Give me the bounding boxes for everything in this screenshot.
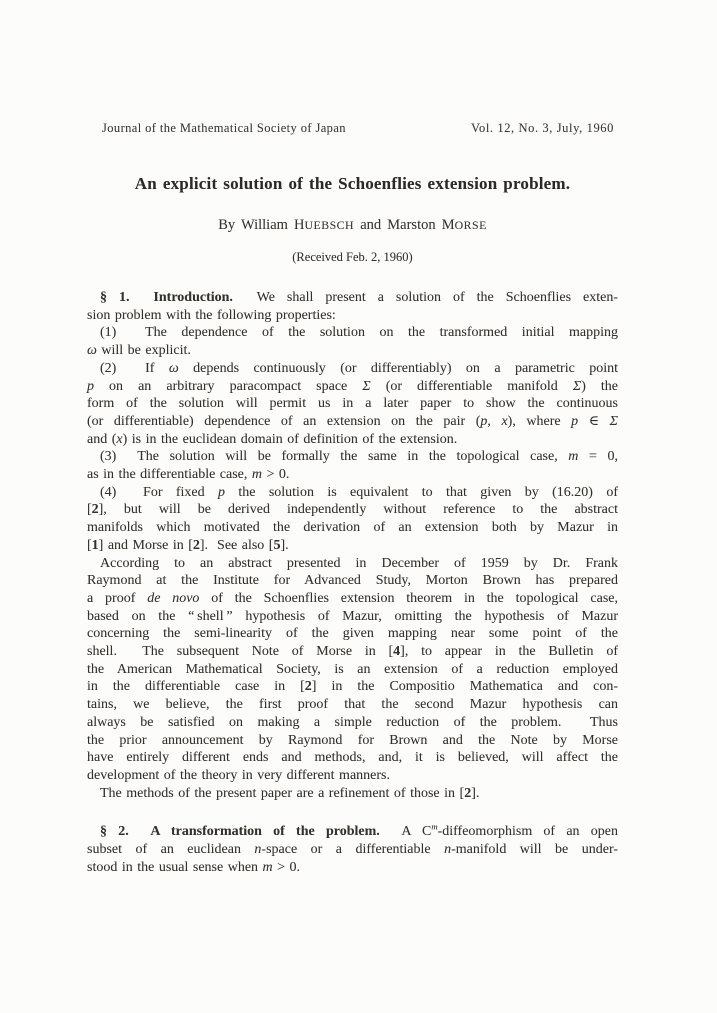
text-segment: n — [254, 842, 262, 858]
journal-name: Journal of the Mathematical Society of Japan — [102, 121, 346, 135]
text-segment: 2 — [464, 785, 472, 801]
text-segment: ]. See also [ — [199, 537, 274, 553]
text-line — [87, 324, 618, 342]
text-segment: Raymond at the Institute for Advanced Study, Morton Brown has prepared — [87, 573, 618, 589]
text-segment: depends continuously (or differentiably) on a parametric point — [178, 360, 618, 376]
text-segment: ω — [168, 360, 179, 376]
text-segment: always be satisfied on making a simple reduction of the problem. Thus — [87, 714, 618, 730]
text-segment: and ( — [87, 431, 117, 447]
text-segment: as in the differentiable case, — [87, 467, 252, 483]
text-line — [87, 572, 618, 590]
text-segment: By William — [218, 217, 295, 233]
text-line — [87, 360, 618, 378]
text-segment: H — [294, 217, 305, 233]
section-1-intro-paragraph — [87, 289, 618, 324]
text-segment: the solution is equivalent to that given by (16.20) of — [225, 484, 618, 500]
text-segment: ω — [87, 343, 97, 359]
text-line — [87, 537, 618, 555]
text-segment: § 1. Introduction. — [100, 290, 233, 305]
text-segment: (or differentiable manifold — [370, 378, 573, 394]
text-segment: in the differentiable case in [ — [87, 679, 305, 695]
text-segment: -space or a differentiable — [261, 842, 445, 858]
text-line — [87, 413, 618, 431]
running-head — [87, 0, 618, 136]
text-line — [87, 378, 618, 396]
list-item-1 — [87, 324, 618, 359]
text-segment: 2 — [192, 537, 200, 553]
text-segment: The methods of the present paper are a refinement of those in [ — [100, 785, 465, 801]
text-line — [87, 696, 618, 714]
text-segment: ]. — [280, 537, 289, 553]
section-2-paragraph — [87, 823, 618, 876]
text-segment: shell. The subsequent Note of Morse in [ — [87, 644, 394, 660]
text-line — [87, 501, 618, 519]
text-line — [87, 484, 618, 502]
text-segment: m — [262, 859, 273, 875]
text-segment: (2) If — [100, 360, 169, 376]
text-segment: and Marston — [354, 217, 442, 233]
byline — [87, 216, 618, 234]
text-segment: ) the — [581, 378, 619, 394]
paragraph-brown-abstract — [87, 555, 618, 785]
text-segment: x — [116, 431, 123, 447]
text-segment: § 2. A transformation of the problem. — [100, 824, 380, 840]
text-line — [87, 307, 618, 325]
text-segment: > 0. — [262, 467, 290, 483]
volume-info: Vol. 12, No. 3, July, 1960 — [470, 121, 614, 135]
text-segment: ) is in the euclidean domain of definition of the extension. — [122, 431, 458, 447]
text-segment: de novo — [147, 590, 200, 606]
text-segment: Σ — [572, 378, 582, 394]
text-segment: p — [87, 378, 94, 394]
text-line — [87, 431, 618, 449]
text-segment: According to an abstract presented in December of 1959 by Dr. Frank — [100, 555, 618, 571]
text-segment: A C — [379, 824, 432, 840]
text-line — [87, 643, 618, 661]
text-segment: ]. — [471, 785, 480, 801]
text-segment: p, x — [480, 413, 508, 429]
text-segment: on an arbitrary paracompact space — [94, 378, 363, 394]
text-segment: ∈ — [578, 413, 610, 429]
text-line — [87, 555, 618, 573]
text-segment: stood in the usual sense when — [87, 859, 263, 875]
text-line — [87, 767, 618, 785]
text-line — [87, 732, 618, 750]
text-segment: 2 — [91, 502, 99, 518]
text-line — [87, 395, 618, 413]
text-segment: ], but will be derived independently without reference to the abstract — [98, 502, 618, 518]
article-title: An explicit solution of the Schoenflies extension problem. — [134, 174, 571, 193]
text-segment: a proof — [87, 590, 148, 606]
list-item-2 — [87, 360, 618, 449]
text-segment: 4 — [393, 644, 401, 660]
text-line — [87, 678, 618, 696]
text-segment: UEBSCH — [304, 218, 355, 232]
list-item-3 — [87, 448, 618, 483]
text-segment: ] and Morse in [ — [98, 537, 193, 553]
text-segment: p — [218, 484, 225, 500]
text-line — [87, 859, 618, 877]
text-segment: m — [568, 449, 579, 465]
text-segment: manifolds which motivated the derivation of an extension both by Mazur in — [87, 520, 618, 536]
text-segment: subset of an euclidean — [87, 842, 255, 858]
text-line — [87, 448, 618, 466]
text-line — [87, 749, 618, 767]
text-line — [87, 714, 618, 732]
text-segment: will be explicit. — [96, 343, 191, 359]
text-line — [87, 823, 618, 841]
text-line — [87, 625, 618, 643]
text-segment: M — [441, 217, 455, 233]
text-line — [87, 519, 618, 537]
list-item-4 — [87, 484, 618, 555]
text-line — [87, 841, 618, 859]
text-line — [87, 342, 618, 360]
received-date: (Received Feb. 2, 1960) — [292, 250, 413, 264]
text-segment: tains, we believe, the first proof that the second Mazur hypothesis can — [87, 697, 618, 713]
text-segment: ] in the Compositio Mathematica and con- — [311, 679, 618, 695]
text-segment: m — [431, 821, 438, 832]
text-segment: development of the theory in very different manners. — [87, 767, 390, 783]
text-segment: -manifold will be under- — [451, 842, 618, 858]
article-body — [87, 289, 618, 877]
text-segment: the American Mathematical Society, is an extension of a reduction employed — [87, 661, 618, 677]
text-segment: We shall present a solution of the Schoenflies exten- — [232, 290, 618, 305]
text-segment: 1 — [91, 537, 99, 553]
text-line — [87, 785, 618, 803]
text-segment: concerning the semi-linearity of the given mapping near some point of the — [87, 626, 618, 642]
text-segment: 2 — [304, 679, 312, 695]
text-segment: p — [571, 413, 579, 429]
text-segment: -diffeomorphism of an open — [437, 824, 618, 840]
text-segment: based on the “ shell ” hypothesis of Mazur, omitting the hypothesis of Mazur — [87, 608, 618, 624]
text-segment: (3) The solution will be formally the same in the topological case, — [100, 449, 569, 465]
text-segment: m — [251, 467, 263, 483]
text-line — [87, 289, 618, 307]
text-segment: ), where — [507, 413, 572, 429]
text-segment: sion problem with the following properties: — [87, 307, 336, 323]
text-segment: ORSE — [454, 218, 487, 232]
text-segment: (1) The dependence of the solution on the transformed initial mapping — [100, 325, 618, 341]
text-segment: (or differentiable) dependence of an extension on the pair ( — [87, 413, 481, 429]
text-segment: [ — [87, 502, 92, 518]
text-line — [87, 661, 618, 679]
text-segment: n — [444, 842, 452, 858]
text-segment: 5 — [273, 537, 281, 553]
text-segment: Σ — [609, 413, 618, 429]
text-segment: have entirely different ends and methods, and, it is believed, will affect the — [87, 750, 618, 766]
text-line — [87, 466, 618, 484]
paragraph-methods — [87, 785, 618, 803]
text-segment: (4) For fixed — [100, 484, 218, 500]
text-segment: form of the solution will permit us in a later paper to show the continuous — [87, 396, 618, 412]
text-segment: the prior announcement by Raymond for Brown and the Note by Morse — [87, 732, 618, 748]
text-line — [87, 608, 618, 626]
text-line — [87, 590, 618, 608]
text-segment: [ — [87, 537, 92, 553]
text-segment: ], to appear in the Bulletin of — [400, 644, 618, 660]
text-segment: = 0, — [578, 449, 619, 465]
text-segment: Σ — [362, 378, 371, 394]
text-segment: of the Schoenflies extension theorem in the topological case, — [199, 590, 618, 606]
text-segment: > 0. — [272, 859, 301, 875]
